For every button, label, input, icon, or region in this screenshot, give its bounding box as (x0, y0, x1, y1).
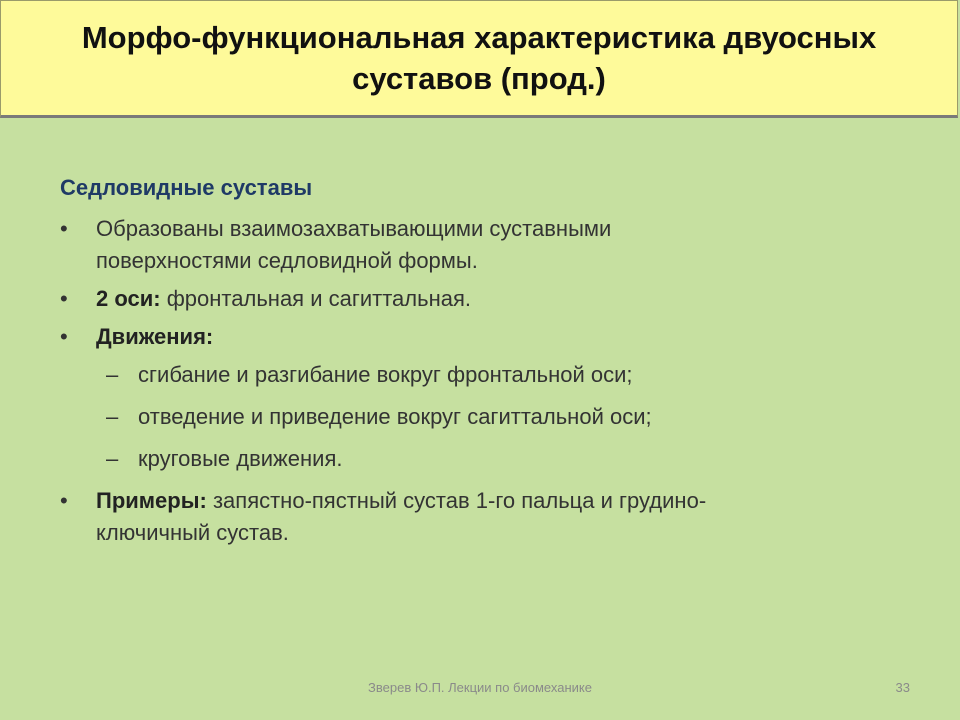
slide-title-line-2: суставов (прод.) (352, 61, 606, 96)
bullet-formation (60, 213, 930, 277)
bullet-movements (60, 321, 930, 353)
bullet-text-line-2: ключичный сустав. (96, 520, 289, 545)
bullet-text: фронтальная и сагиттальная. (160, 286, 471, 311)
slide-title-box (0, 0, 958, 118)
bullet-bold-label: 2 оси: (96, 286, 161, 311)
sub-item-flexion (60, 359, 930, 391)
page-number: 33 (895, 680, 910, 695)
bullet-axes (60, 283, 930, 315)
slide-title-line-1: Морфо-функциональная характеристика двуосных (81, 20, 877, 55)
sub-item-text: сгибание и разгибание вокруг фронтальной оси; (138, 362, 633, 387)
bullet-bold-label: Движения: (96, 324, 214, 349)
bullet-symbol: • (60, 324, 68, 349)
bullet-symbol: • (60, 488, 68, 513)
bullet-bold-label: Примеры: (96, 488, 207, 513)
footer-author: Зверев Ю.П. Лекции по биомеханике (368, 680, 592, 695)
slide-content (60, 175, 930, 555)
bullet-text-line-1: запястно-пястный сустав 1-го пальца и грудино- (206, 488, 707, 513)
dash-symbol: – (106, 362, 119, 387)
sub-item-text: отведение и приведение вокруг сагиттальной оси; (138, 404, 652, 429)
bullet-text-line-1: Образованы взаимозахватывающими суставными (96, 216, 612, 241)
sub-item-text: круговые движения. (138, 446, 343, 471)
sub-item-abduction (60, 401, 930, 433)
dash-symbol: – (106, 446, 119, 471)
bullet-examples (60, 485, 930, 549)
section-subtitle: Седловидные суставы (60, 175, 313, 200)
bullet-symbol: • (60, 286, 68, 311)
bullet-symbol: • (60, 216, 68, 241)
bullet-text-line-2: поверхностями седловидной формы. (96, 248, 478, 273)
sub-item-circular (60, 443, 930, 475)
dash-symbol: – (106, 404, 119, 429)
